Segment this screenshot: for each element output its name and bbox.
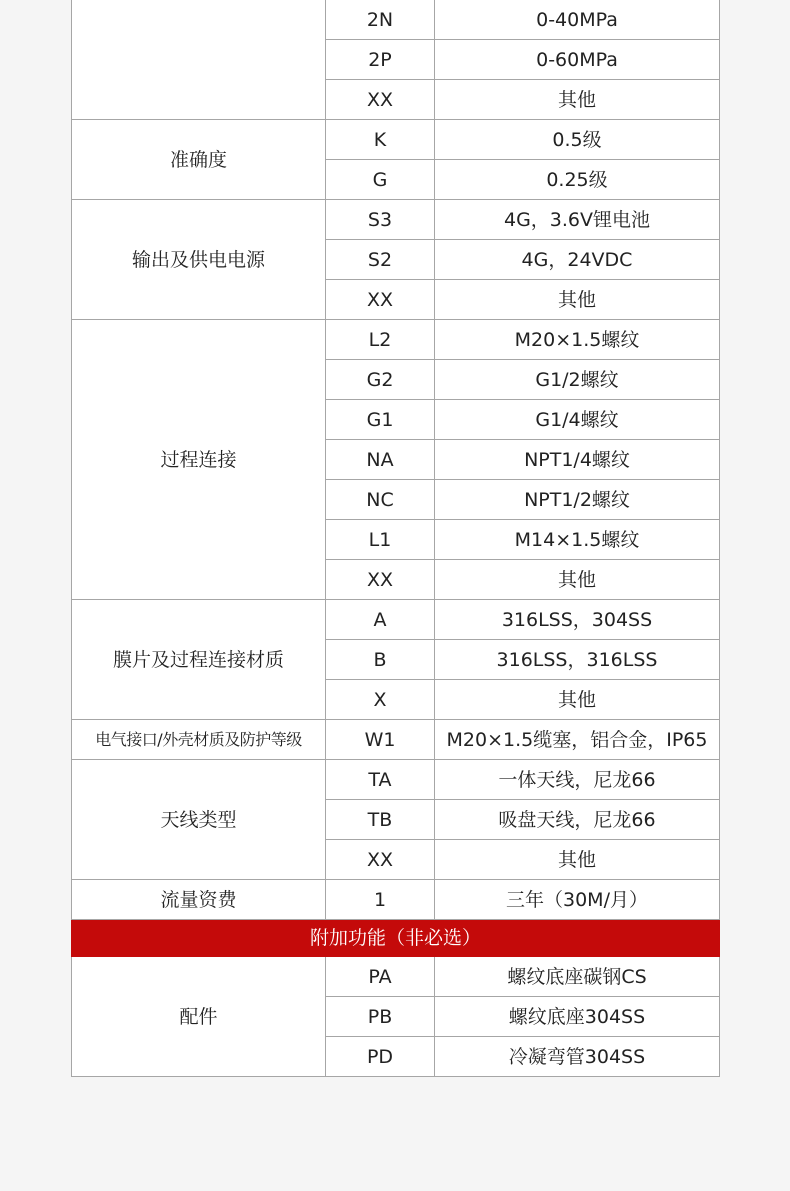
table-row <box>72 600 720 640</box>
category-cell-antenna: 天线类型 <box>72 760 326 880</box>
table-row <box>72 320 720 360</box>
code-cell: G <box>326 160 435 200</box>
code-cell: NA <box>326 440 435 480</box>
category-cell-process: 过程连接 <box>72 320 326 600</box>
desc-cell: 其他 <box>435 80 720 120</box>
table-row <box>72 957 720 997</box>
code-cell: NC <box>326 480 435 520</box>
code-cell: TA <box>326 760 435 800</box>
table-row <box>72 120 720 160</box>
code-cell: PD <box>326 1037 435 1077</box>
code-cell: A <box>326 600 435 640</box>
code-cell: S2 <box>326 240 435 280</box>
desc-cell: 冷凝弯管304SS <box>435 1037 720 1077</box>
desc-cell: 其他 <box>435 280 720 320</box>
desc-cell: NPT1/4螺纹 <box>435 440 720 480</box>
desc-cell: M20×1.5缆塞，铝合金，IP65 <box>435 720 720 760</box>
desc-cell: 一体天线，尼龙66 <box>435 760 720 800</box>
code-cell: B <box>326 640 435 680</box>
desc-cell: 316LSS，316LSS <box>435 640 720 680</box>
desc-cell: 三年（30M/月） <box>435 880 720 920</box>
code-cell: G1 <box>326 400 435 440</box>
spec-table-container <box>71 0 719 1077</box>
code-cell: 2P <box>326 40 435 80</box>
desc-cell: 吸盘天线，尼龙66 <box>435 800 720 840</box>
code-cell: L2 <box>326 320 435 360</box>
code-cell: K <box>326 120 435 160</box>
category-cell-power: 输出及供电电源 <box>72 200 326 320</box>
code-cell: XX <box>326 80 435 120</box>
code-cell: 2N <box>326 0 435 40</box>
optional-features-banner: 附加功能（非必选） <box>72 920 720 957</box>
table-row <box>72 760 720 800</box>
category-cell-accessories: 配件 <box>72 957 326 1077</box>
category-cell-material: 膜片及过程连接材质 <box>72 600 326 720</box>
code-cell: S3 <box>326 200 435 240</box>
table-row <box>72 880 720 920</box>
desc-cell: G1/2螺纹 <box>435 360 720 400</box>
desc-cell: 0.25级 <box>435 160 720 200</box>
table-row <box>72 720 720 760</box>
code-cell: W1 <box>326 720 435 760</box>
code-cell: X <box>326 680 435 720</box>
desc-cell: 0-40MPa <box>435 0 720 40</box>
desc-cell: G1/4螺纹 <box>435 400 720 440</box>
desc-cell: 0.5级 <box>435 120 720 160</box>
desc-cell: M14×1.5螺纹 <box>435 520 720 560</box>
desc-cell: NPT1/2螺纹 <box>435 480 720 520</box>
code-cell: XX <box>326 840 435 880</box>
table-row <box>72 0 720 40</box>
category-cell-accuracy: 准确度 <box>72 120 326 200</box>
code-cell: 1 <box>326 880 435 920</box>
desc-cell: 其他 <box>435 840 720 880</box>
desc-cell: 4G，3.6V锂电池 <box>435 200 720 240</box>
code-cell: PB <box>326 997 435 1037</box>
section-banner-row <box>72 920 720 957</box>
code-cell: PA <box>326 957 435 997</box>
code-cell: L1 <box>326 520 435 560</box>
desc-cell: M20×1.5螺纹 <box>435 320 720 360</box>
category-cell-traffic: 流量资费 <box>72 880 326 920</box>
category-cell-electrical: 电气接口/外壳材质及防护等级 <box>72 720 326 760</box>
spec-table <box>71 0 720 1077</box>
code-cell: XX <box>326 280 435 320</box>
code-cell: G2 <box>326 360 435 400</box>
desc-cell: 其他 <box>435 560 720 600</box>
desc-cell: 其他 <box>435 680 720 720</box>
code-cell: XX <box>326 560 435 600</box>
category-cell-range <box>72 0 326 120</box>
desc-cell: 316LSS，304SS <box>435 600 720 640</box>
table-row <box>72 200 720 240</box>
code-cell: TB <box>326 800 435 840</box>
desc-cell: 0-60MPa <box>435 40 720 80</box>
desc-cell: 螺纹底座碳钢CS <box>435 957 720 997</box>
desc-cell: 4G，24VDC <box>435 240 720 280</box>
desc-cell: 螺纹底座304SS <box>435 997 720 1037</box>
